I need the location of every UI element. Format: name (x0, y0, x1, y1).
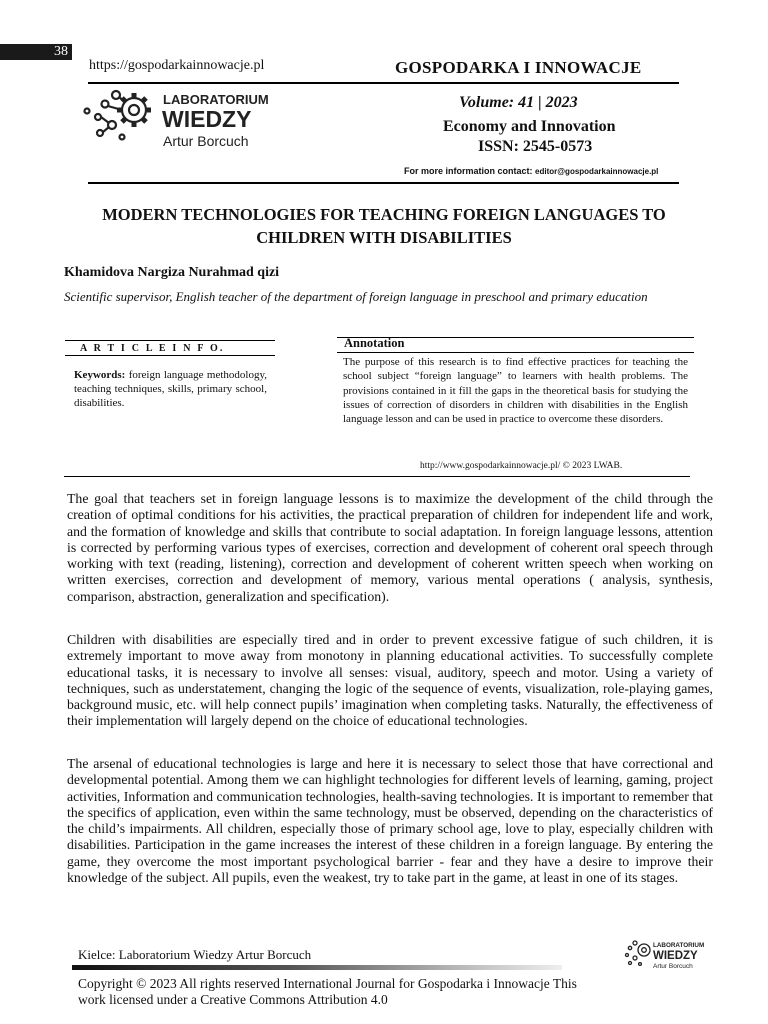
logo-line3: Artur Borcuch (163, 133, 249, 149)
logo-line1: LABORATORIUM (163, 92, 269, 107)
keywords-text: foreign language methodology, teaching techniques, skills, primary school, disabilities. (74, 369, 267, 409)
body-paragraph-3: The arsenal of educational technologies is large and here it is necessary to select those that have correctional and developmental potential. Among them we can highlight technologies for different levels of learning, gaming, project activities, Information and communication technologies, health-saving technologies. It is important to remember that the specifics of application, even within the same technology, must be observed, depending on the characteristics of the child’s impairments. All children, especially those of primary school age, love to play, especially children with disabilities. Participation in the game increases the interest of these children in a foreign language. By entering the game, they overcome the most important psychological barrier - fear and they have a desire to improve their knowledge of the subject. All pupils, even the weakest, try to take part in the game, at least in one of its stages. (67, 756, 713, 886)
footer-logo-line3: Artur Borcuch (653, 963, 693, 970)
contact-line (404, 166, 658, 176)
author-name: Khamidova Nargiza Nurahmad qizi (64, 265, 280, 280)
laboratorium-wiedzy-logo (78, 84, 298, 154)
article-info-rule (65, 340, 275, 341)
gear-molecule-icon (626, 941, 651, 965)
logo-line2: WIEDZY (162, 106, 252, 132)
page-number: 38 (0, 44, 72, 60)
license-line[interactable]: http://www.gospodarkainnowacje.pl/ © 2023 LWAB. (420, 461, 623, 471)
keywords-label: Keywords: (74, 369, 126, 381)
article-title: MODERN TECHNOLOGIES FOR TEACHING FOREIGN LANGUAGES TO CHILDREN WITH DISABILITIES (102, 205, 666, 247)
volume: Volume: 41 | 2023 (459, 94, 578, 111)
body-paragraph-1: The goal that teachers set in foreign language lessons is to maximize the development of the child through the creation of optimal conditions for his activities, the practical preparation of children for independent life and work, and the formation of knowledge and skills that contribute to social adaptation. In foreign language lessons, attention is corrected by performing various types of exercises, correction and development of coherent oral speech through working with text (reading, listening), correction and development of coherent written speech when working on written exercises, correction and development of memory, various mental operations ( analysis, synthesis, comparison, abstraction, generalization and specification). (67, 491, 713, 604)
article-info-heading: A R T I C L E I N F O. (80, 343, 225, 354)
article-info-rule (65, 355, 275, 356)
body-paragraph-2: Children with disabilities are especially tired and in order to prevent excessive fatigue of such children, it is extremely important to move away from monotony in planning educational activities. To successfully complete educational tasks, it is necessary to involve all senses: visual, auditory, speech and motor. Using a variety of techniques, such as understatement, changing the logic of the sequence of events, visualization, role-playing games, background music, etc. will help connect pupils’ imagination when completing tasks. Naturally, the effectiveness of their implementation will largely depend on the choice of educational technologies. (67, 632, 713, 729)
footer-logo-line1: LABORATORIUM (653, 942, 705, 949)
issn: ISSN: 2545-0573 (478, 138, 593, 155)
contact-email[interactable]: editor@gospodarkainnowacje.pl (535, 167, 659, 176)
header-bottom-rule (88, 182, 679, 184)
keywords-block (74, 368, 267, 410)
author-affiliation: Scientific supervisor, English teacher of the department of foreign language in preschool and primary education (64, 289, 648, 304)
article-info-bottom-rule (64, 476, 690, 477)
footer-copyright: Copyright © 2023 All rights reserved International Journal for Gospodarka i Innowacje This work licensed under a Creative Commons Attribution 4.0 (78, 976, 577, 1007)
footer-logo (620, 938, 712, 970)
gear-molecule-icon (85, 91, 152, 140)
contact-label: For more information contact: (404, 166, 533, 176)
footer-logo-line2: WIEDZY (653, 950, 698, 962)
journal-name: GOSPODARKA I INNOWACJE (395, 58, 642, 77)
annotation-text: The purpose of this research is to find effective practices for teaching the school subject “foreign language” to learners with health problems. The provisions contained in it fill the gaps in the theoretical basis for studying the issues of correction of disorders in children with disabilities in the English language lesson and can be used in practice to overcome these disorders. (343, 356, 688, 426)
footer-publisher: Kielce: Laboratorium Wiedzy Artur Borcuch (78, 947, 312, 962)
footer-gradient-bar (72, 965, 562, 970)
annotation-heading: Annotation (344, 336, 405, 350)
journal-english-name: Economy and Innovation (443, 118, 616, 135)
annotation-rule (337, 352, 694, 353)
journal-url[interactable]: https://gospodarkainnowacje.pl (89, 58, 265, 73)
